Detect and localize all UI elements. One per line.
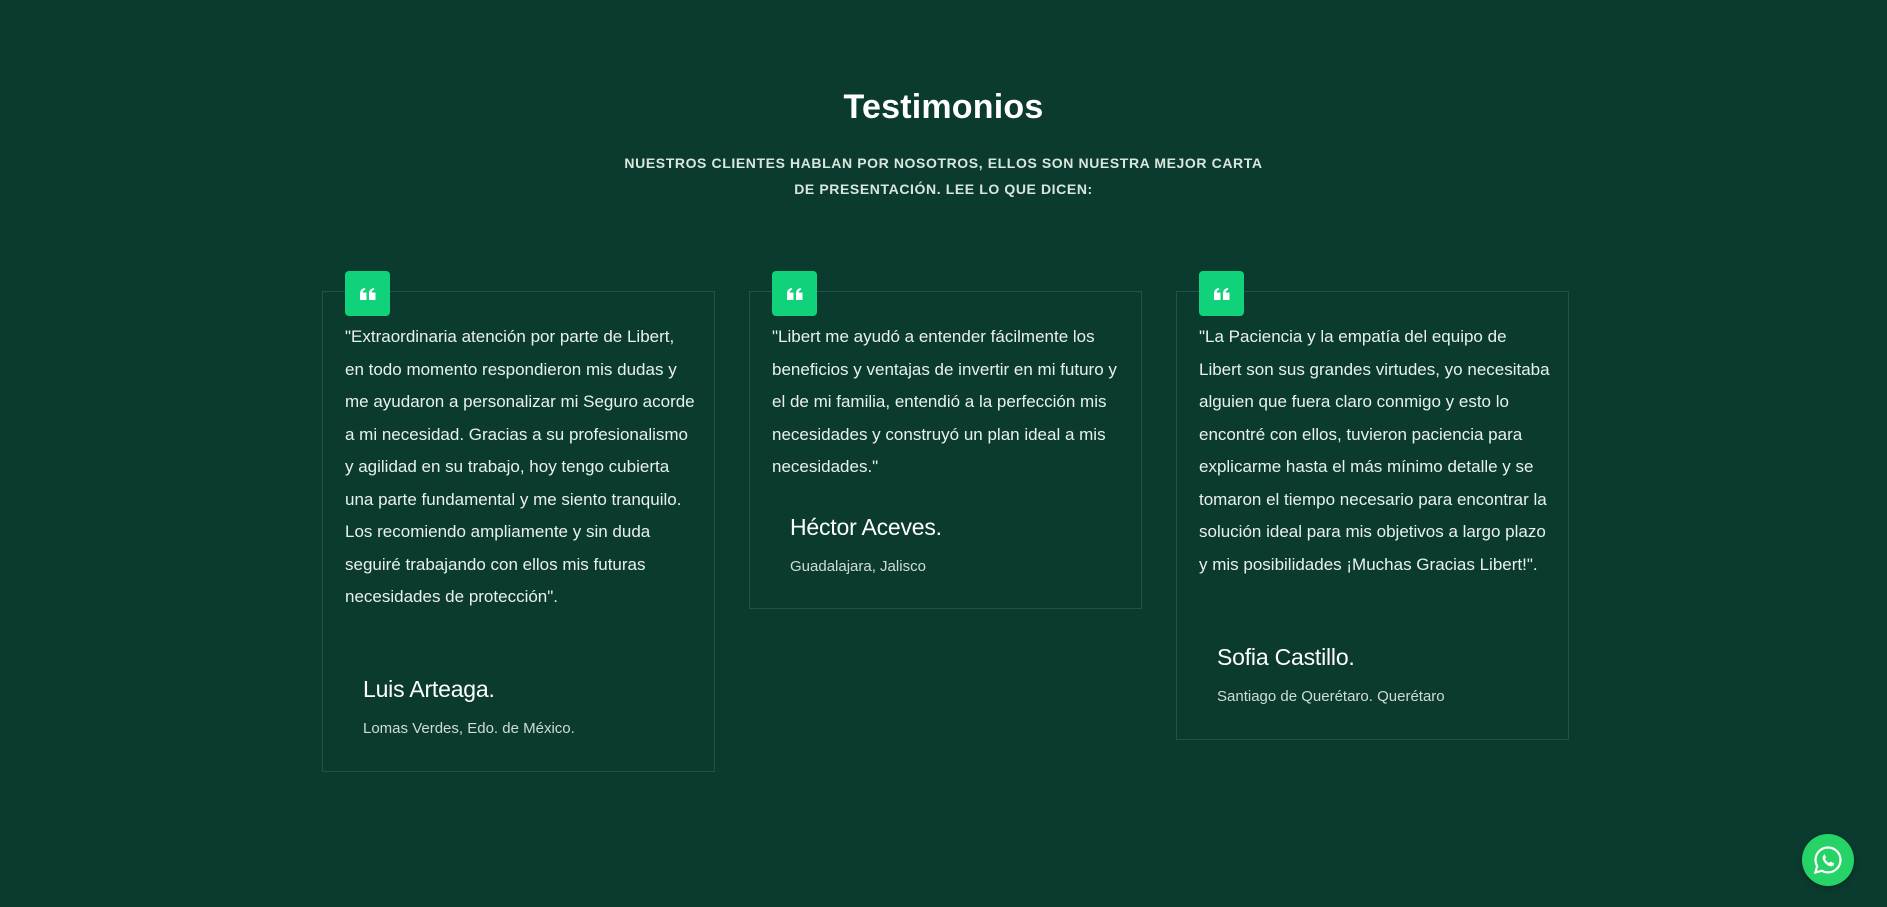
section-title: Testimonios — [843, 88, 1044, 126]
quote-icon — [345, 271, 390, 316]
testimonial-card — [322, 291, 715, 772]
testimonial-author: Héctor Aceves. — [790, 514, 942, 540]
testimonial-card — [749, 291, 1142, 609]
testimonial-card — [1176, 291, 1569, 740]
testimonial-quote: "La Paciencia y la empatía del equipo de Libert son sus grandes virtudes, yo necesitaba alguien que fuera claro conmigo y esto lo encontré con ellos, tuvieron paciencia para explicarme hasta el más mínimo detalle y se tomaron el tiempo necesario para encontrar la solución ideal para mis objetivos a largo plazo y mis posibilidades ¡Muchas Gracias Libert!". — [1199, 327, 1550, 574]
whatsapp-icon — [1812, 844, 1844, 876]
quote-icon — [772, 271, 817, 316]
whatsapp-button[interactable] — [1802, 834, 1854, 886]
section-subtitle: NUESTROS CLIENTES HABLAN POR NOSOTROS, ELLOS SON NUESTRA MEJOR CARTA DE PRESENTACIÓN. LEE LO QUE DICEN: — [624, 155, 1263, 197]
testimonial-author: Luis Arteaga. — [363, 676, 495, 702]
testimonial-quote: "Libert me ayudó a entender fácilmente los beneficios y ventajas de invertir en mi futuro y el de mi familia, entendió a la perfección mis necesidades y construyó un plan ideal a mis necesidades." — [772, 327, 1117, 476]
testimonial-location: Santiago de Querétaro. Querétaro — [1217, 688, 1445, 705]
quote-icon — [1199, 271, 1244, 316]
testimonial-quote: "Extraordinaria atención por parte de Libert, en todo momento respondieron mis dudas y me ayudaron a personalizar mi Seguro acorde a mi necesidad. Gracias a su profesionalismo y agilidad en su trabajo, hoy tengo cubierta una parte fundamental y me siento tranquilo. Los recomiendo ampliamente y sin duda seguiré trabajando con ellos mis futuras necesidades de protección". — [345, 327, 695, 606]
testimonial-location: Guadalajara, Jalisco — [790, 558, 926, 575]
testimonial-author: Sofia Castillo. — [1217, 644, 1355, 670]
testimonial-location: Lomas Verdes, Edo. de México. — [363, 720, 575, 737]
